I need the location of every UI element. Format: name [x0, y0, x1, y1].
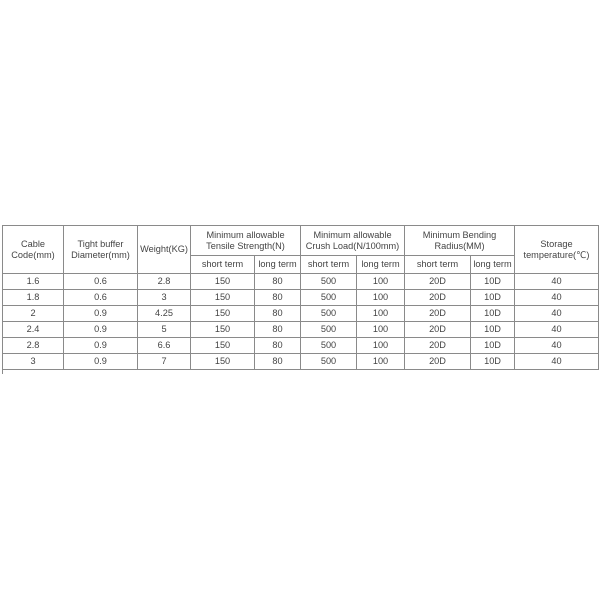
header-bending-radius: Minimum Bending Radius(MM)	[405, 226, 515, 256]
cell-crush-long: 100	[357, 322, 405, 338]
cell-tight-buffer: 0.9	[64, 354, 138, 370]
cell-crush-long: 100	[357, 290, 405, 306]
cell-tensile-short: 150	[191, 354, 255, 370]
cell-bending-short: 20D	[405, 338, 471, 354]
header-tensile-long: long term	[255, 256, 301, 274]
cell-crush-long: 100	[357, 274, 405, 290]
cell-crush-short: 500	[301, 322, 357, 338]
cell-cable-code: 1.8	[3, 290, 64, 306]
cell-weight: 2.8	[138, 274, 191, 290]
header-crush-long: long term	[357, 256, 405, 274]
cell-tensile-short: 150	[191, 338, 255, 354]
cell-tensile-long: 80	[255, 274, 301, 290]
table-row	[3, 306, 599, 322]
cell-tight-buffer: 0.6	[64, 274, 138, 290]
cell-crush-short: 500	[301, 306, 357, 322]
cell-crush-long: 100	[357, 306, 405, 322]
cell-cable-code: 1.6	[3, 274, 64, 290]
header-tight-buffer: Tight buffer Diameter(mm)	[64, 226, 138, 274]
cell-cable-code: 2.8	[3, 338, 64, 354]
table-body	[3, 274, 599, 370]
cell-crush-short: 500	[301, 354, 357, 370]
cell-storage-temperature: 40	[515, 338, 599, 354]
cell-bending-long: 10D	[471, 354, 515, 370]
cell-tensile-long: 80	[255, 306, 301, 322]
cell-weight: 3	[138, 290, 191, 306]
header-bending-long: long term	[471, 256, 515, 274]
table-row	[3, 274, 599, 290]
cell-tensile-long: 80	[255, 338, 301, 354]
cell-crush-long: 100	[357, 338, 405, 354]
cell-crush-short: 500	[301, 274, 357, 290]
header-tensile-strength: Minimum allowable Tensile Strength(N)	[191, 226, 301, 256]
cell-tensile-short: 150	[191, 322, 255, 338]
cell-crush-long: 100	[357, 354, 405, 370]
cell-weight: 6.6	[138, 338, 191, 354]
cell-bending-short: 20D	[405, 322, 471, 338]
cell-crush-short: 500	[301, 290, 357, 306]
cell-bending-short: 20D	[405, 274, 471, 290]
header-bending-short: short term	[405, 256, 471, 274]
cell-tensile-long: 80	[255, 290, 301, 306]
cell-tight-buffer: 0.9	[64, 338, 138, 354]
cell-weight: 7	[138, 354, 191, 370]
cell-bending-long: 10D	[471, 322, 515, 338]
header-tensile-short: short term	[191, 256, 255, 274]
cell-cable-code: 3	[3, 354, 64, 370]
cell-tight-buffer: 0.9	[64, 306, 138, 322]
cell-tight-buffer: 0.9	[64, 322, 138, 338]
header-storage-temperature: Storage temperature(℃)	[515, 226, 599, 274]
header-crush-short: short term	[301, 256, 357, 274]
cell-cable-code: 2.4	[3, 322, 64, 338]
header-crush-load: Minimum allowable Crush Load(N/100mm)	[301, 226, 405, 256]
cell-weight: 4.25	[138, 306, 191, 322]
cell-tight-buffer: 0.6	[64, 290, 138, 306]
cell-bending-short: 20D	[405, 290, 471, 306]
cell-bending-long: 10D	[471, 338, 515, 354]
cable-spec-table	[2, 225, 599, 370]
table-row	[3, 290, 599, 306]
left-edge-divider	[2, 366, 3, 374]
cell-storage-temperature: 40	[515, 306, 599, 322]
cell-weight: 5	[138, 322, 191, 338]
cell-bending-short: 20D	[405, 306, 471, 322]
header-weight: Weight(KG)	[138, 226, 191, 274]
cell-storage-temperature: 40	[515, 290, 599, 306]
cell-bending-long: 10D	[471, 290, 515, 306]
cell-storage-temperature: 40	[515, 354, 599, 370]
table-row	[3, 354, 599, 370]
cell-bending-long: 10D	[471, 306, 515, 322]
cell-storage-temperature: 40	[515, 274, 599, 290]
cell-tensile-short: 150	[191, 290, 255, 306]
header-row-top	[3, 226, 599, 256]
cell-tensile-short: 150	[191, 274, 255, 290]
cell-bending-short: 20D	[405, 354, 471, 370]
cell-storage-temperature: 40	[515, 322, 599, 338]
header-cable-code: Cable Code(mm)	[3, 226, 64, 274]
cell-tensile-short: 150	[191, 306, 255, 322]
cell-crush-short: 500	[301, 338, 357, 354]
cell-bending-long: 10D	[471, 274, 515, 290]
cell-cable-code: 2	[3, 306, 64, 322]
table-row	[3, 322, 599, 338]
cell-tensile-long: 80	[255, 322, 301, 338]
table-row	[3, 338, 599, 354]
cell-tensile-long: 80	[255, 354, 301, 370]
